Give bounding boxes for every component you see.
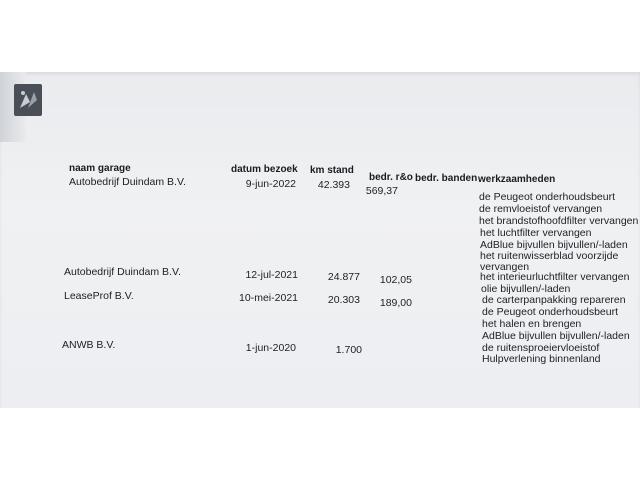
row-0-work-0: de Peugeot onderhoudsbeurt xyxy=(479,191,616,203)
row-3-work-0: Hulpverlening binnenland xyxy=(482,353,601,365)
header-tires: bedr. banden xyxy=(415,173,478,184)
row-0-work-3: het luchtfilter vervangen xyxy=(480,227,592,239)
header-km: km stand xyxy=(310,165,354,176)
row-2-km: 20.303 xyxy=(327,294,360,306)
row-3-km: 1.700 xyxy=(335,344,362,356)
row-0-garage: Autobedrijf Duindam B.V. xyxy=(69,176,186,188)
header-date: datum bezoek xyxy=(231,164,298,175)
row-2-work-3: AdBlue bijvullen bijvullen/-laden xyxy=(482,330,630,342)
header-repair: bedr. r&o xyxy=(369,172,413,183)
header-garage: naam garage xyxy=(69,163,131,174)
background-bottom xyxy=(0,408,640,480)
row-2-repair: 189,00 xyxy=(379,297,412,309)
row-2-work-4: de ruitensproeiervloeistof xyxy=(482,342,600,354)
row-0-repair: 569,37 xyxy=(365,185,398,197)
background-top xyxy=(0,0,640,72)
company-logo-icon xyxy=(14,84,42,116)
row-1-km: 24.877 xyxy=(327,271,360,283)
row-0-work-5: het ruitenwisserblad voorzijde xyxy=(480,250,619,262)
row-0-work-2: het brandstofhoofdfilter vervangen xyxy=(479,215,639,227)
row-2-work-0: de carterpanpakking repareren xyxy=(482,294,626,306)
row-2-garage: LeaseProf B.V. xyxy=(64,290,134,302)
row-0-km: 42.393 xyxy=(317,179,350,191)
row-1-work-0: het interieurluchtfilter vervangen xyxy=(480,271,630,283)
row-1-garage: Autobedrijf Duindam B.V. xyxy=(64,266,181,278)
row-0-work-4: AdBlue bijvullen bijvullen/-laden xyxy=(480,239,628,251)
row-2-work-2: het halen en brengen xyxy=(482,318,582,330)
row-1-date: 12-jul-2021 xyxy=(245,269,298,281)
row-0-work-1: de remvloeistof vervangen xyxy=(479,203,603,215)
row-0-date: 9-jun-2022 xyxy=(245,178,296,190)
row-1-repair: 102,05 xyxy=(379,274,412,286)
row-1-work-1: olie bijvullen/-laden xyxy=(481,283,571,295)
row-0-work-6: vervangen xyxy=(480,261,530,273)
row-3-garage: ANWB B.V. xyxy=(62,339,116,351)
header-work: werkzaamheden xyxy=(478,174,556,185)
row-3-date: 1-jun-2020 xyxy=(245,342,296,354)
row-2-date: 10-mei-2021 xyxy=(239,292,298,304)
row-2-work-1: de Peugeot onderhoudsbeurt xyxy=(482,306,619,318)
